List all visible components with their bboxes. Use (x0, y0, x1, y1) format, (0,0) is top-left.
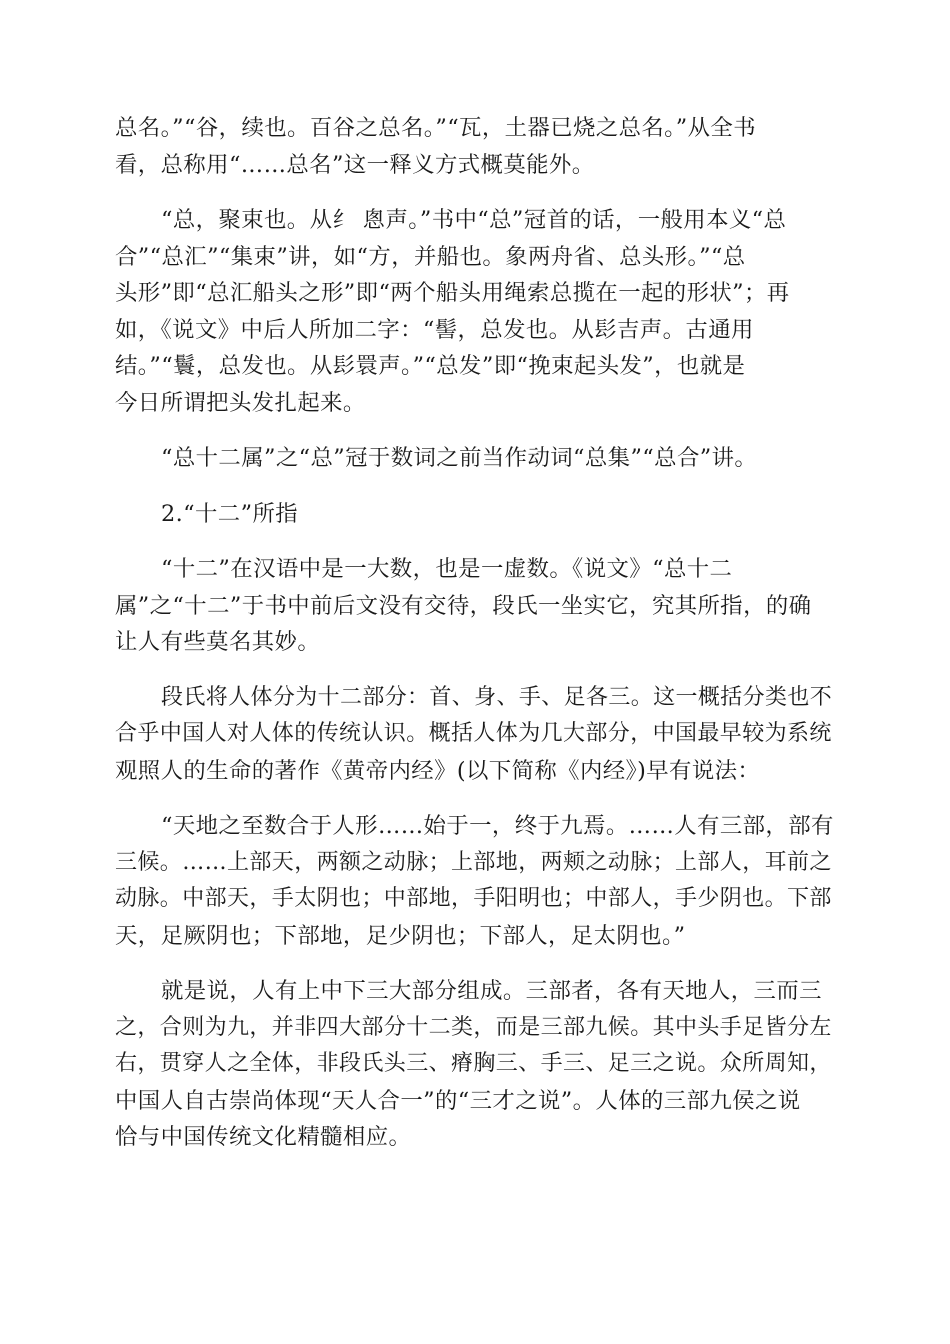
paragraph (115, 680, 835, 790)
text-line: 2.“十二”所指 (161, 500, 299, 527)
text-line: “总，聚束也。从纟 悤声。”书中“总”冠首的话，一般用本义“总 (161, 207, 787, 233)
quotation-paragraph (115, 808, 835, 954)
document-body (115, 110, 835, 1175)
text-line: 天，足厥阴也；下部地，足少阴也；下部人，足太阴也。” (115, 922, 686, 949)
text-line: 观照人的生命的著作《黄帝内经》(以下简称《内经》)早有说法： (115, 757, 761, 784)
section-heading (115, 496, 835, 533)
text-line: 恰与中国传统文化精髓相应。 (115, 1124, 412, 1150)
text-line: 合乎中国人对人体的传统认识。概括人体为几大部分，中国最早较为系统 (115, 721, 832, 746)
text-line: “天地之至数合于人形……始于一，终于九焉。……人有三部，部有 (161, 813, 834, 839)
text-line: 结。”“鬟，总发也。从髟睘声。”“总发”即“挽束起头发”，也就是 (115, 353, 746, 379)
text-line: 属”之“十二”于书中前后文没有交待，段氏一坐实它，究其所指，的确 (115, 592, 812, 619)
paragraph (115, 440, 835, 477)
text-line: 总名。”“谷，续也。百谷之总名。”“瓦，土器已烧之总名。”从全书 (115, 115, 756, 141)
text-line: 合”“总汇”“集束”讲，如“方，并船也。象两舟省、总头形。”“总 (115, 243, 746, 270)
text-line: 如，《说文》中后人所加二字：“髻，总发也。从髟吉声。古通用 (115, 316, 754, 343)
paragraph (115, 110, 835, 183)
text-line: 三候。……上部天，两额之动脉；上部地，两颊之动脉；上部人，耳前之 (115, 849, 832, 875)
text-line: 头形”即“总汇船头之形”即“两个船头用绳索总揽在一起的形状”；再 (115, 280, 790, 306)
paragraph (115, 551, 835, 661)
text-line: 段氏将人体分为十二部分：首、身、手、足各三。这一概括分类也不 (161, 684, 833, 710)
text-line: 之，合则为九，并非四大部分十二类，而是三部九候。其中头手足皆分左 (115, 1014, 832, 1040)
text-line: 动脉。中部天，手太阴也；中部地，手阳明也；中部人，手少阴也。下部 (115, 886, 832, 911)
paragraph (115, 202, 835, 421)
text-line: “总十二属”之“总”冠于数词之前当作动词“总集”“总合”讲。 (161, 445, 758, 471)
paragraph (115, 973, 835, 1156)
text-line: 看，总称用“……总名”这一释义方式概莫能外。 (115, 151, 595, 178)
text-line: 就是说，人有上中下三大部分组成。三部者，各有天地人，三而三 (161, 978, 822, 1004)
text-line: “十二”在汉语中是一大数，也是一虚数。《说文》“总十二 (161, 556, 733, 582)
text-line: 今日所谓把头发扎起来。 (115, 389, 366, 416)
text-line: 右，贯穿人之全体，非段氏头三、瘠胸三、手三、足三之说。众所周知， (115, 1051, 832, 1076)
text-line: 让人有些莫名其妙。 (115, 629, 321, 655)
text-line: 中国人自古崇尚体现“天人合一”的“三才之说”。人体的三部九侯之说 (115, 1087, 801, 1114)
